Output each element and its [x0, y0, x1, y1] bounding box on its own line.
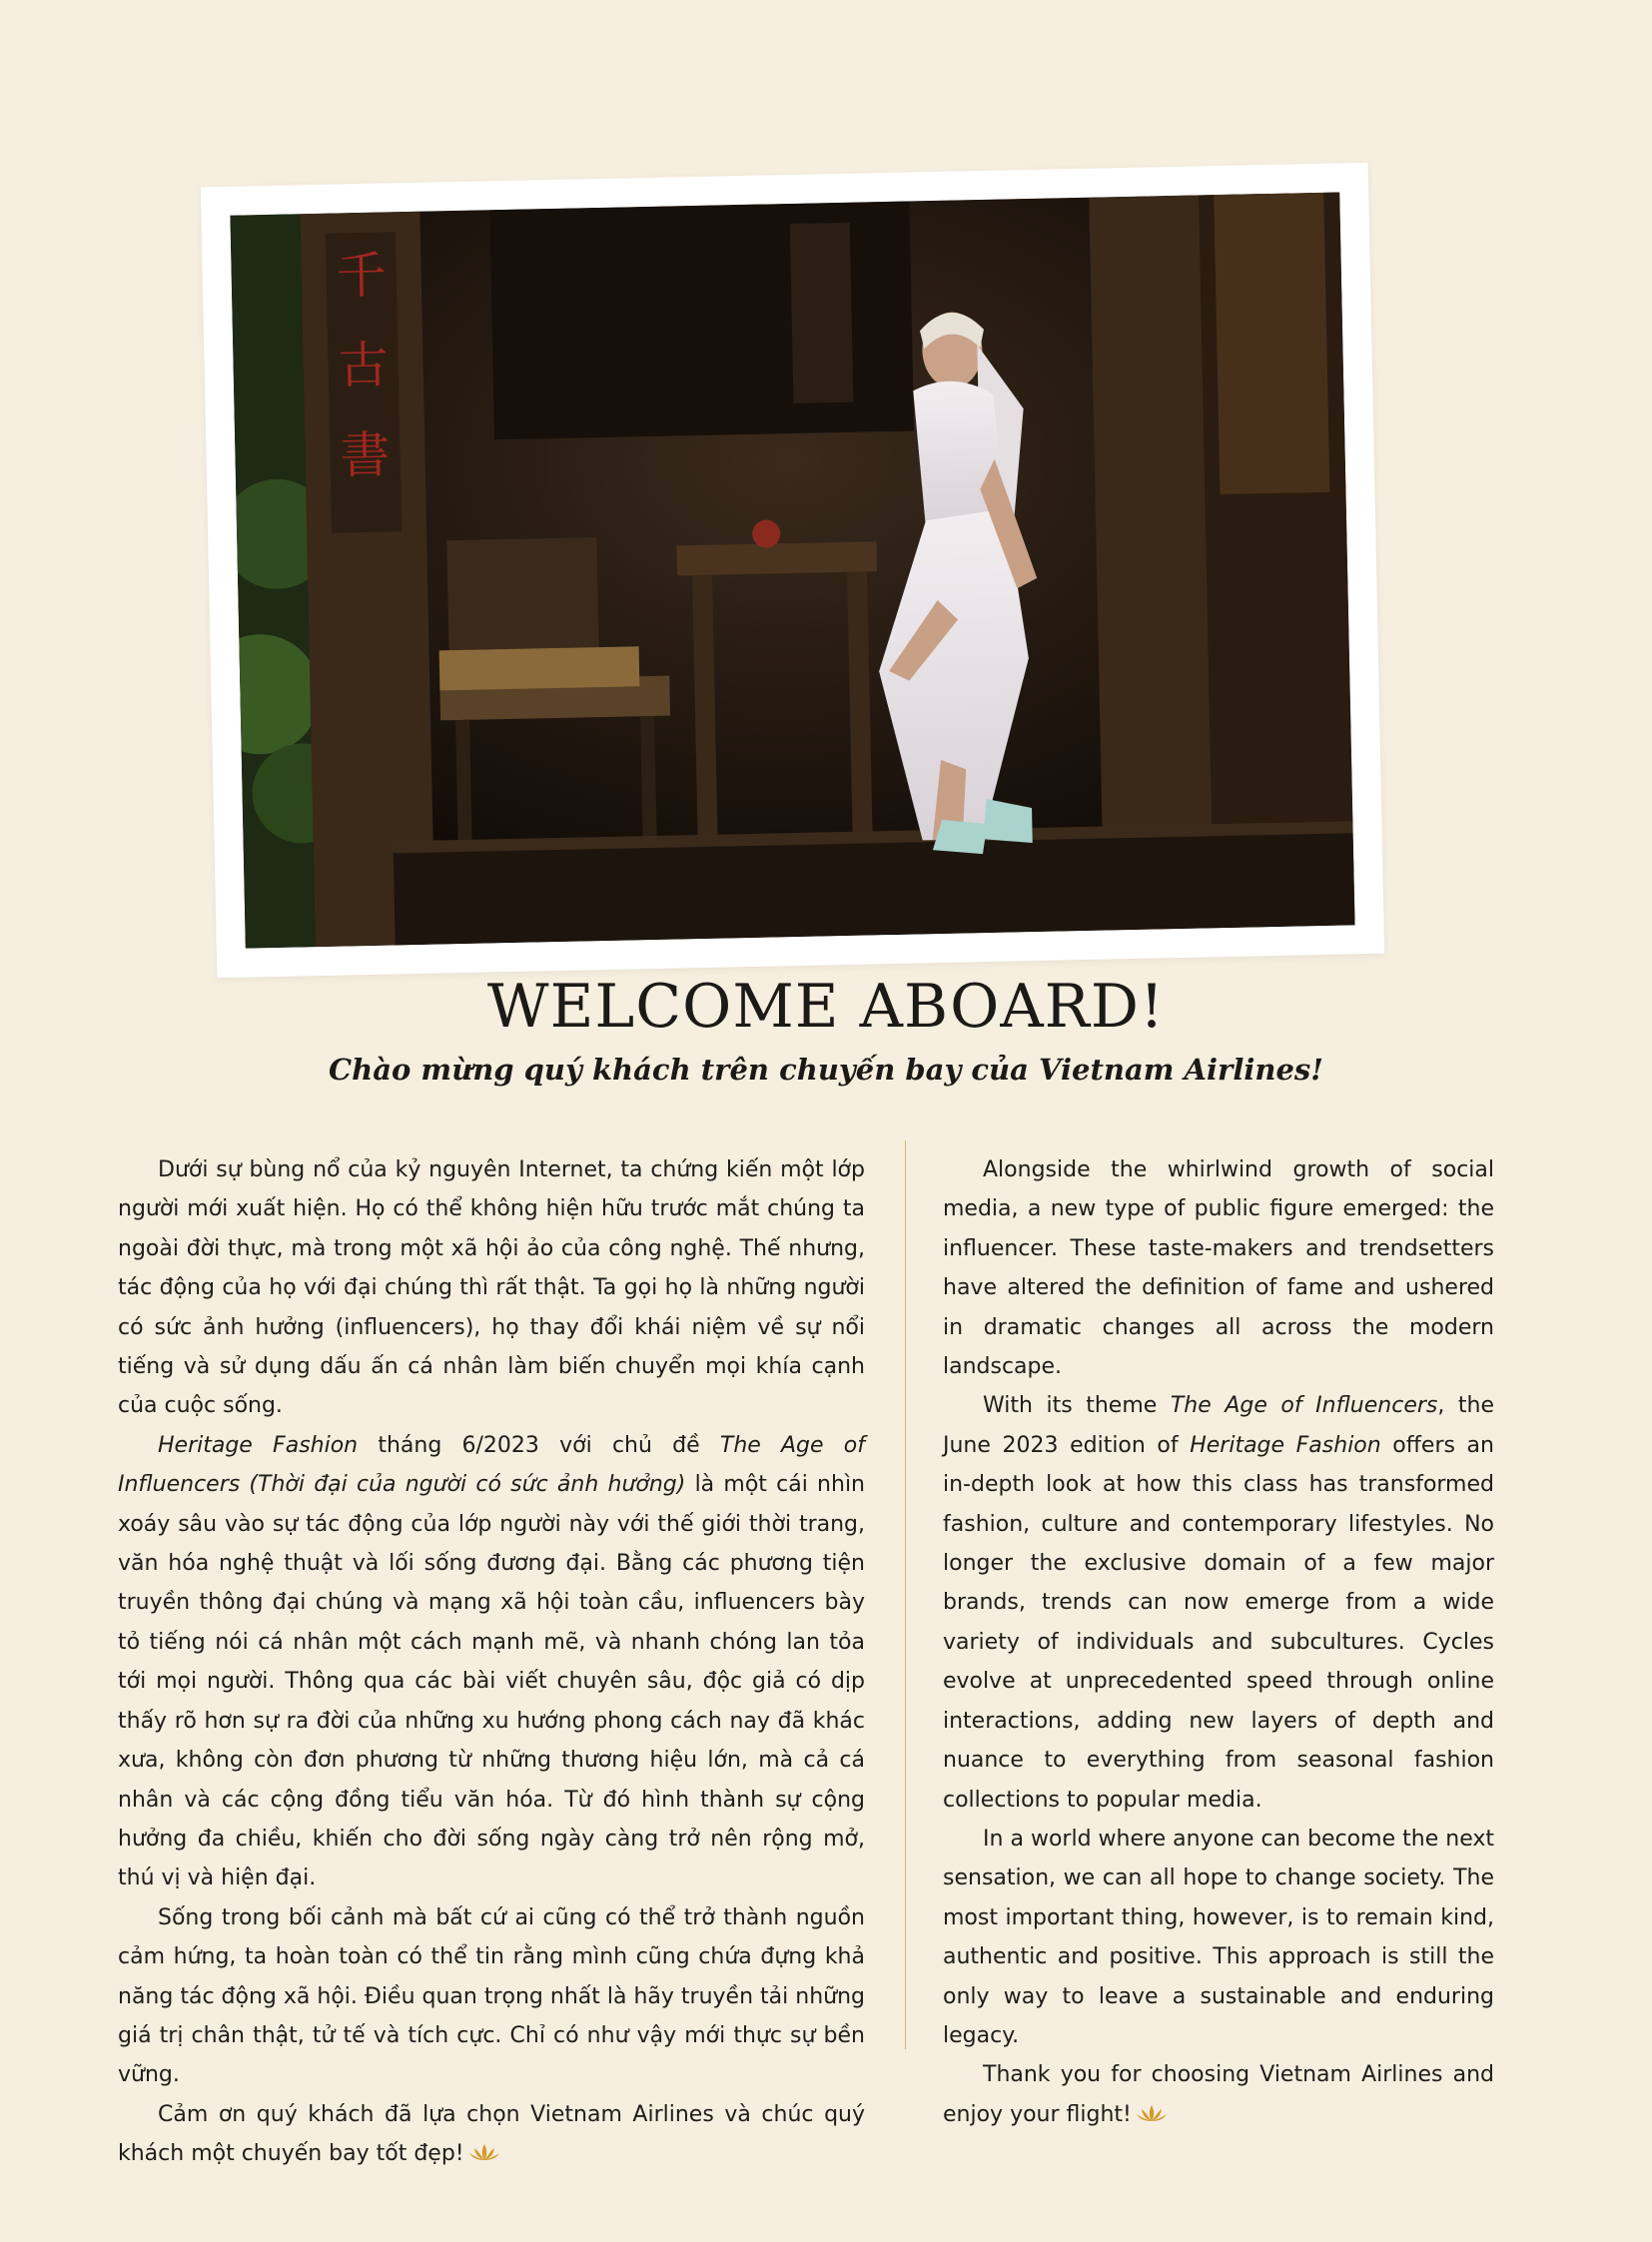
photo-illustration: [230, 192, 1354, 948]
en-paragraph-4: Thank you for choosing Vietnam Airlines and enjoy your flight!: [943, 2062, 1494, 2127]
en-paragraph-1: Alongside the whirlwind growth of social media, a new type of public figure emerged: the influencer. These taste-makers and trendsetters have altered the definition of fame and ushered in dramatic changes all across the modern landscape.: [943, 1157, 1494, 1380]
cover-photo: [230, 192, 1354, 948]
page-title: WELCOME ABOARD!: [486, 972, 1166, 1042]
en-paragraph-2: With its theme The Age of Influencers, the June 2023 edition of Heritage Fashion offers an in-depth look at how this class has transformed fashion, culture and contemporary lifestyles. No longer the exclusive domain of a few major brands, trends can now emerge from a wide variety of individuals and subcultures. Cycles evolve at unprecedented speed through online interactions, adding new layers of depth and nuance to everything from seasonal fashion collections to popular media.: [943, 1393, 1495, 1813]
vietnamese-column: [118, 1150, 865, 2174]
en-theme-name: The Age of Influencers: [1170, 1393, 1438, 1419]
svg-text:書: 書: [339, 425, 392, 485]
lotus-icon: [1136, 2103, 1168, 2123]
en-magazine-name: Heritage Fashion: [1190, 1432, 1381, 1458]
column-divider: [905, 1140, 906, 2049]
photo-frame: [201, 163, 1384, 978]
vi-theme-name: The Age of Influencers (Thời đại của người có sức ảnh hưởng): [118, 1432, 865, 1498]
vi-paragraph-3: Sống trong bối cảnh mà bất cứ ai cũng có thể trở thành nguồn cảm hứng, ta hoàn toàn có thể tin rằng mình cũng chứa đựng khả năng tác động xã hội. Điều quan trọng nhất là hãy truyền tải những giá trị chân thật, tử tế và tích cực. Chỉ có như vậy mới thực sự bền vững.: [118, 1904, 865, 2088]
vi-paragraph-1: Dưới sự bùng nổ của kỷ nguyên Internet, ta chứng kiến một lớp người mới xuất hiện. Họ có thể không hiện hữu trước mắt chúng ta ngoài đời thực, mà trong một xã hội ảo của công nghệ. Thế nhưng, tác động của họ với đại chúng thì rất thật. Ta gọi họ là những người có sức ảnh hưởng (influencers), họ thay đổi khái niệm về sự nổi tiếng và sử dụng dấu ấn cá nhân làm biến chuyển mọi khía cạnh của cuộc sống.: [118, 1157, 865, 1419]
vi-magazine-name: Heritage Fashion: [158, 1432, 359, 1458]
svg-text:古: 古: [338, 336, 390, 395]
lotus-icon: [468, 2142, 500, 2162]
vi-paragraph-2: Heritage Fashion tháng 6/2023 với chủ đề The Age of Influencers (Thời đại của người có sức ảnh hưởng) là một cái nhìn xoáy sâu vào sự tác động của lớp người này với thế giới thời trang, văn hóa nghệ thuật và lối sống đương đại. Bằng các phương tiện truyền thông đại chúng và mạng xã hội toàn cầu, influencers bày tỏ tiếng nói cá nhân một cách mạnh mẽ, và nhanh chóng lan tỏa tới mọi người. Thông qua các bài viết chuyên sâu, độc giả có dịp thấy rõ hơn sự ra đời của những xu hướng phong cách nay đã khác xưa, không còn đơn phương từ những thương hiệu lớn, mà cả cá nhân và các cộng đồng tiểu văn hóa. Từ đó hình thành sự cộng hưởng đa chiều, khiến cho đời sống ngày càng trở nên rộng mở, thú vị và hiện đại.: [118, 1432, 866, 1891]
vi-paragraph-4: Cảm ơn quý khách đã lựa chọn Vietnam Airlines và chúc quý khách một chuyến bay tốt đẹp!: [118, 2101, 865, 2167]
svg-text:千: 千: [336, 246, 388, 306]
en-paragraph-3: In a world where anyone can become the next sensation, we can all hope to change society. The most important thing, however, is to remain kind, authentic and positive. This approach is still the only way to leave a sustainable and enduring legacy.: [943, 1826, 1494, 2048]
english-column: [943, 1150, 1494, 2134]
page-subtitle: Chào mừng quý khách trên chuyến bay của Vietnam Airlines!: [329, 1053, 1323, 1087]
